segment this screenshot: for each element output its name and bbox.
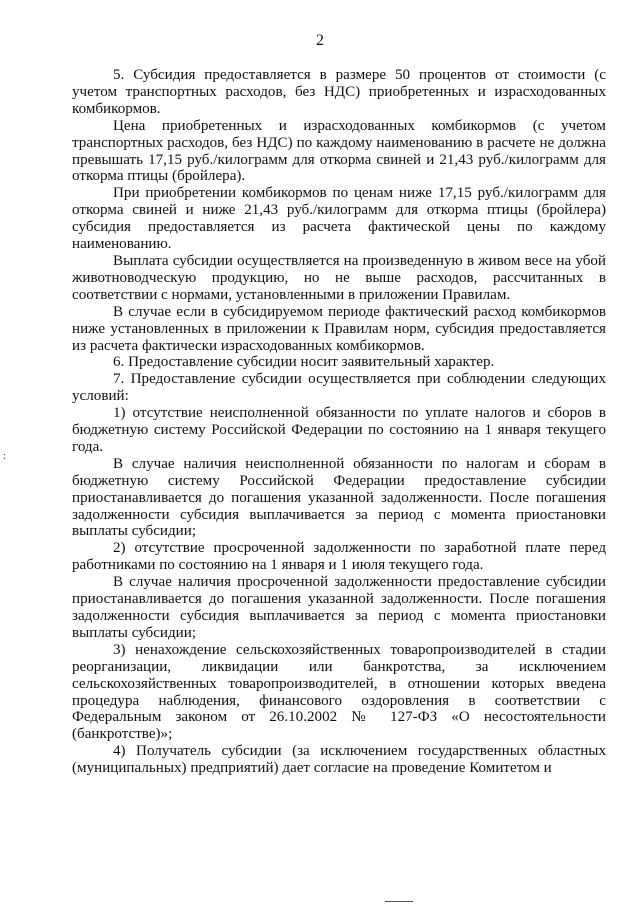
paragraph-condition-1-suspension: В случае наличия неисполненной обязанности по налогам и сборам в бюджетную систему Российской Федерации предоставление субсидии приостанавливается до погашения указанной задолженности. После погашения задолженности субсидия выплачивается за период с момента приостановки выплаты субсидии; (72, 455, 606, 540)
paragraph-feed-price-limit: Цена приобретенных и израсходованных комбикормов (с учетом транспортных расходов, без НДС) по каждому наименованию в расчете не должна превышать 17,15 руб./килограмм для откорма свиней и 21,43 руб./килограмм для откорма птицы (бройлера). (72, 117, 606, 185)
paragraph-conditions-intro: 7. Предоставление субсидии осуществляется при соблюдении следующих условий: (72, 371, 606, 405)
paragraph-subsidy-size: 5. Субсидия предоставляется в размере 50 процентов от стоимости (с учетом транспортных расходов, без НДС) приобретенных и израсходованных комбикормов. (72, 67, 606, 117)
paragraph-condition-3: 3) ненахождение сельскохозяйственных товаропроизводителей в стадии реорганизации, ликвидации или банкротства, за исключением сельскохозяйственных товаропроизводителей, в отношении которых введена процедура наблюдения, финансового оздоровления в соответствии с Федеральным законом от 26.10.2002 № 127-ФЗ «О несостоятельности (банкротстве)»; (72, 641, 606, 743)
paragraph-lower-price-rule: При приобретении комбикормов по ценам ниже 17,15 руб./килограмм для откорма свиней и ниже 21,43 руб./килограмм для откорма птицы (бройлера) субсидия предоставляется из расчета фактической цены по каждому наименованию. (72, 185, 606, 253)
page-edge-line (385, 901, 413, 902)
paragraph-condition-1: 1) отсутствие неисполненной обязанности по уплате налогов и сборов в бюджетную систему Российской Федерации по состоянию на 1 января текущего года. (72, 405, 606, 455)
paragraph-actual-consumption: В случае если в субсидируемом периоде фактический расход комбикормов ниже установленных в приложении к Правилам норм, субсидия предоставляется из расчета фактически израсходованных комбикормов. (72, 303, 606, 354)
paragraph-payment-basis: Выплата субсидии осуществляется на произведенную в живом весе на убой животноводческую продукцию, но не выше расходов, рассчитанных в соответствии с нормами, установленными в приложении Правилам. (72, 252, 606, 303)
margin-mark: : (3, 451, 6, 462)
paragraph-application-nature: 6. Предоставление субсидии носит заявительный характер. (113, 354, 495, 371)
document-body (72, 67, 606, 777)
paragraph-condition-4: 4) Получатель субсидии (за исключением государственных областных (муниципальных) предприятий) дает согласие на проведение Комитетом и (72, 743, 606, 777)
paragraph-condition-2-suspension: В случае наличия просроченной задолженности предоставление субсидии приостанавливается до погашения указанной задолженности. После погашения задолженности субсидия выплачивается за период с момента приостановки выплаты субсидии; (72, 574, 606, 641)
paragraph-condition-2: 2) отсутствие просроченной задолженности по заработной плате перед работниками по состоянию на 1 января и 1 июля текущего года. (72, 540, 606, 574)
page-number: 2 (316, 32, 324, 49)
